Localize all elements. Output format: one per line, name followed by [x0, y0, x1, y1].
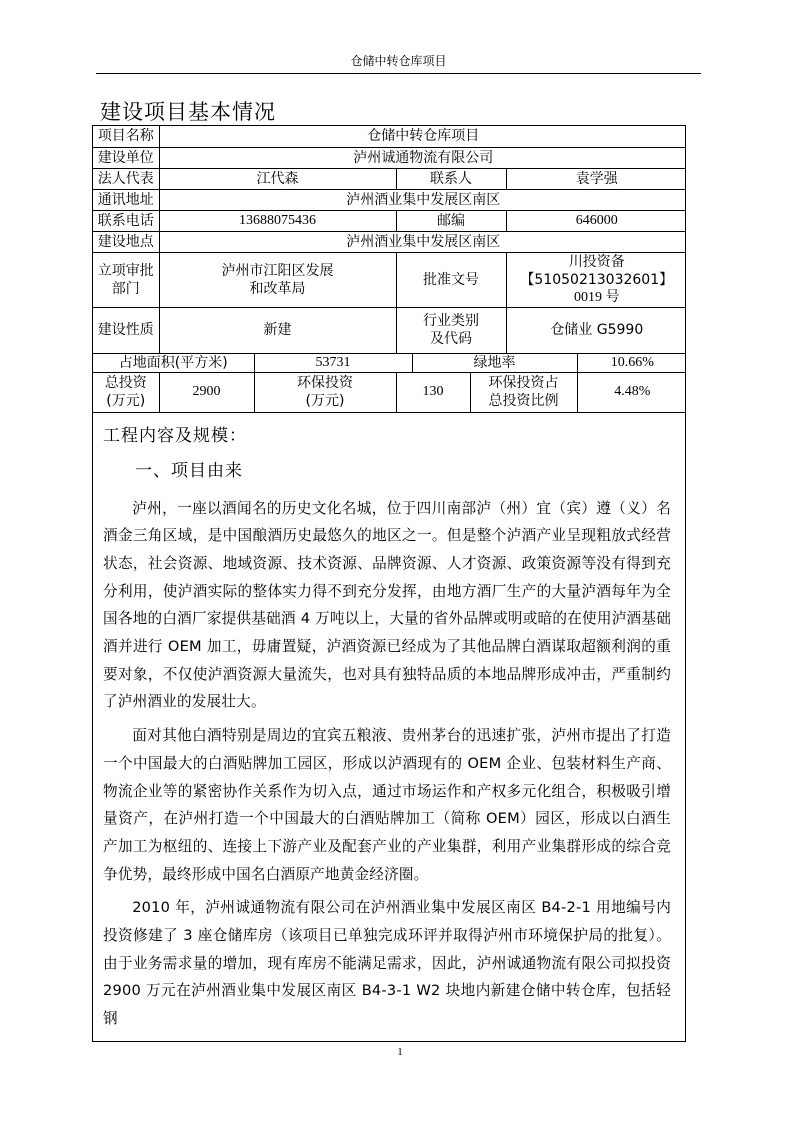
- invest-value: 2900: [159, 372, 254, 412]
- unit-value: 泸州诚通物流有限公司: [159, 147, 686, 168]
- invest-label-line1: 总投资: [104, 375, 147, 391]
- body-text: [93, 495, 685, 1033]
- green-value: 10.66%: [577, 353, 686, 372]
- row-address: [93, 189, 686, 210]
- paragraph-3: 2010 年，泸州诚通物流有限公司在泸州酒业集中发展区南区 B4-2-1 用地编号内投资修建了 3 座仓储库房（该项目已单独完成环评并取得泸州市环境保护局的批复）。由于业务需求量的增加，现有库房不能满足需求，因此，泸州诚通物流有限公司拟投资 2900 万元在泸州酒业集中发展区南区 B4-3-1 W2 块地内新建仓储中转仓库，包括轻钢: [103, 899, 671, 1028]
- row-unit: [93, 147, 686, 168]
- approval-dept-value: [159, 252, 396, 307]
- approval-dept-label-line2: 部门: [111, 280, 140, 297]
- address-value: 泸州酒业集中发展区南区: [159, 189, 686, 210]
- row-investment: [93, 372, 686, 412]
- approval-dept-line2: 和改革局: [249, 280, 306, 297]
- page-number: 1: [397, 1046, 403, 1058]
- invest-label-line2: (万元): [106, 393, 146, 409]
- site-value: 泸州酒业集中发展区南区: [159, 231, 686, 252]
- postcode-value: 646000: [506, 210, 686, 231]
- industry-label-line2: 及代码: [430, 331, 472, 347]
- nature-label: 建设性质: [93, 307, 159, 353]
- env-invest-label-line1: 环保投资: [297, 375, 353, 391]
- row-project-name: [93, 126, 686, 147]
- contact-label: 联系人: [396, 168, 506, 189]
- approval-no-line1: 川投资备【51050213032601】: [520, 253, 674, 288]
- industry-value: 仓储业 G5990: [506, 307, 686, 353]
- unit-label: 建设单位: [93, 147, 159, 168]
- row-legal-rep: [93, 168, 686, 189]
- paragraph-2: 面对其他白酒特别是周边的宜宾五粮液、贵州茅台的迅速扩张，泸州市提出了打造一个中国最大的白酒贴牌加工园区，形成以泸酒现有的 OEM 企业、包装材料生产商、物流企业等的紧密协作关系作为切入点，通过市场运作和产权多元化组合，积极吸引增量资产，在泸州打造一个中国最大的白酒贴牌加工（简称 OEM）园区，形成以白酒生产加工为枢纽的、连接上下游产业及配套产业的产业集群，利用产业集群形成的综合竞争优势，最终形成中国名白酒原产地黄金经济圈。: [103, 727, 671, 883]
- page-header: 仓储中转仓库项目: [350, 54, 447, 68]
- subsection-heading: 一、项目由来: [135, 460, 243, 481]
- industry-label-line1: 行业类别: [423, 313, 479, 329]
- ratio-value: 4.48%: [577, 372, 686, 412]
- env-invest-value: 130: [396, 372, 470, 412]
- legal-rep-value: 江代森: [159, 168, 396, 189]
- ratio-label: [470, 372, 577, 412]
- industry-label: [396, 307, 506, 353]
- area-value: 53731: [254, 353, 412, 372]
- area-label: 占地面积(平方米): [93, 353, 254, 372]
- address-label: 通讯地址: [93, 189, 159, 210]
- page-title: 建设项目基本情况: [100, 100, 276, 124]
- invest-label: [93, 372, 159, 412]
- approval-dept-line1: 泸州市江阳区发展: [221, 262, 334, 279]
- row-nature: [93, 307, 686, 353]
- header-divider: [96, 73, 701, 74]
- site-label: 建设地点: [93, 231, 159, 252]
- phone-value: 13688075436: [159, 210, 396, 231]
- approval-dept-label: [93, 252, 159, 307]
- ratio-label-line2: 总投资比例: [488, 393, 559, 409]
- ratio-label-line1: 环保投资占: [488, 375, 559, 391]
- row-area: [93, 353, 686, 372]
- env-invest-label-line2: (万元): [305, 393, 345, 409]
- env-invest-label: [254, 372, 396, 412]
- section-heading: 工程内容及规模：: [103, 425, 247, 446]
- approval-no-value: [506, 252, 686, 307]
- nature-value: 新建: [159, 307, 396, 353]
- row-approval: [93, 252, 686, 307]
- postcode-label: 邮编: [396, 210, 506, 231]
- paragraph-1: 泸州，一座以酒闻名的历史文化名城，位于四川南部泸（州）宜（宾）遵（义）名酒金三角区域，是中国酿酒历史最悠久的地区之一。但是整个泸酒产业呈现粗放式经营状态，社会资源、地域资源、技术资源、品牌资源、人才资源、政策资源等没有得到充分利用，使泸酒实际的整体实力得不到充分发挥，由地方酒厂生产的大量泸酒每年为全国各地的白酒厂家提供基础酒 4 万吨以上，大量的省外品牌或明或暗的在使用泸酒基础酒并进行 OEM 加工，毋庸置疑，泸酒资源已经成为了其他品牌白酒谋取超额利润的重要对象，不仅使泸酒资源大量流失，也对具有独特品质的本地品牌形成冲击，严重制约了泸州酒业的发展壮大。: [103, 499, 671, 711]
- project-name-label: 项目名称: [93, 126, 159, 147]
- basic-info-table: [93, 126, 686, 413]
- approval-no-label: 批准文号: [396, 252, 506, 307]
- row-phone: [93, 210, 686, 231]
- approval-dept-label-line1: 立项审批: [97, 262, 154, 279]
- info-box: [92, 125, 686, 1042]
- green-label: 绿地率: [412, 353, 577, 372]
- phone-label: 联系电话: [93, 210, 159, 231]
- project-name-value: 仓储中转仓库项目: [159, 126, 686, 147]
- contact-value: 袁学强: [506, 168, 686, 189]
- row-site: [93, 231, 686, 252]
- approval-no-line2: 0019 号: [574, 289, 620, 305]
- legal-rep-label: 法人代表: [93, 168, 159, 189]
